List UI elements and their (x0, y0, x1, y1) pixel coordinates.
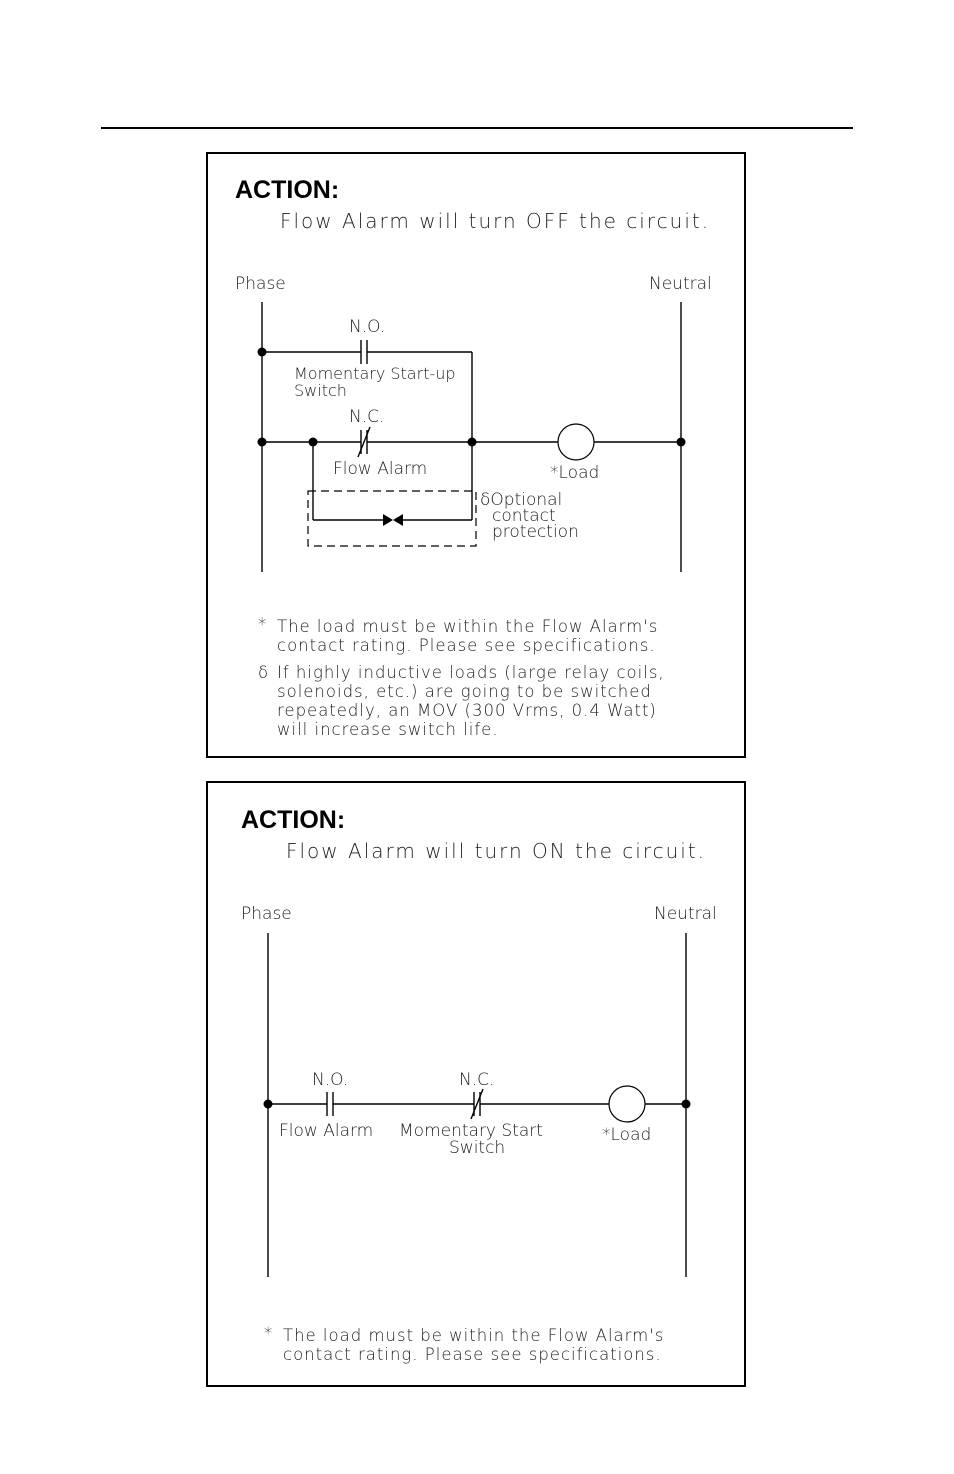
optional-protection-label-line3: protection (492, 522, 579, 542)
note-line: repeatedly, an MOV (300 Vrms, 0.4 Watt) (277, 701, 657, 720)
phase-label: Phase (235, 274, 286, 294)
junction-dot (258, 438, 267, 447)
no-label: N.O. (312, 1070, 349, 1090)
junction-dot (468, 438, 477, 447)
optional-protection-label-line2: contact (492, 506, 556, 526)
footnotes (258, 615, 665, 739)
note-marker-load: * (264, 1324, 274, 1343)
neutral-label: Neutral (654, 904, 717, 924)
momentary-switch-label: Momentary Start (399, 1121, 543, 1141)
note-marker-delta: δ (258, 663, 270, 682)
momentary-switch-label-line2: Switch (294, 381, 347, 400)
note-line: The load must be within the Flow Alarm's (277, 617, 659, 636)
note-line: The load must be within the Flow Alarm's (283, 1326, 665, 1345)
junction-dot (258, 348, 267, 357)
load-coil (558, 424, 594, 460)
diagram-panel-on (206, 781, 746, 1387)
note-line: solenoids, etc.) are going to be switched (277, 682, 652, 701)
momentary-switch-label-line2: Switch (449, 1138, 506, 1158)
junction-dot (264, 1100, 273, 1109)
note-line: will increase switch life. (277, 720, 499, 739)
momentary-switch-label: Momentary Start-up (294, 364, 456, 383)
note-line: contact rating. Please see specifications. (283, 1345, 662, 1364)
mov-protection-branch (308, 442, 476, 546)
load-label: *Load (550, 463, 600, 483)
action-heading: ACTION: (241, 806, 346, 834)
action-description: Flow Alarm will turn ON the circuit. (286, 839, 707, 863)
diagram-panel-off (206, 152, 746, 758)
header-rule (101, 127, 853, 129)
optional-protection-label: δOptional (480, 490, 563, 510)
note-line: If highly inductive loads (large relay coils, (277, 663, 665, 682)
nc-label: N.C. (459, 1070, 495, 1090)
nc-label: N.C. (349, 407, 385, 427)
ladder-diagram-on (208, 783, 744, 1385)
flow-alarm-label: Flow Alarm (279, 1121, 374, 1141)
load-label: *Load (602, 1125, 652, 1145)
flow-alarm-label: Flow Alarm (333, 459, 428, 479)
neutral-label: Neutral (649, 274, 712, 294)
junction-dot (682, 1100, 691, 1109)
no-label: N.O. (349, 317, 386, 337)
junction-dot (677, 438, 686, 447)
action-description: Flow Alarm will turn OFF the circuit. (280, 209, 711, 233)
footnotes (264, 1324, 664, 1364)
action-heading: ACTION: (235, 176, 340, 204)
junction-dot (309, 438, 318, 447)
phase-label: Phase (241, 904, 292, 924)
ladder-diagram-off (208, 154, 744, 756)
load-coil (609, 1086, 645, 1122)
note-marker-load: * (258, 615, 268, 634)
note-line: contact rating. Please see specifications. (277, 636, 656, 655)
